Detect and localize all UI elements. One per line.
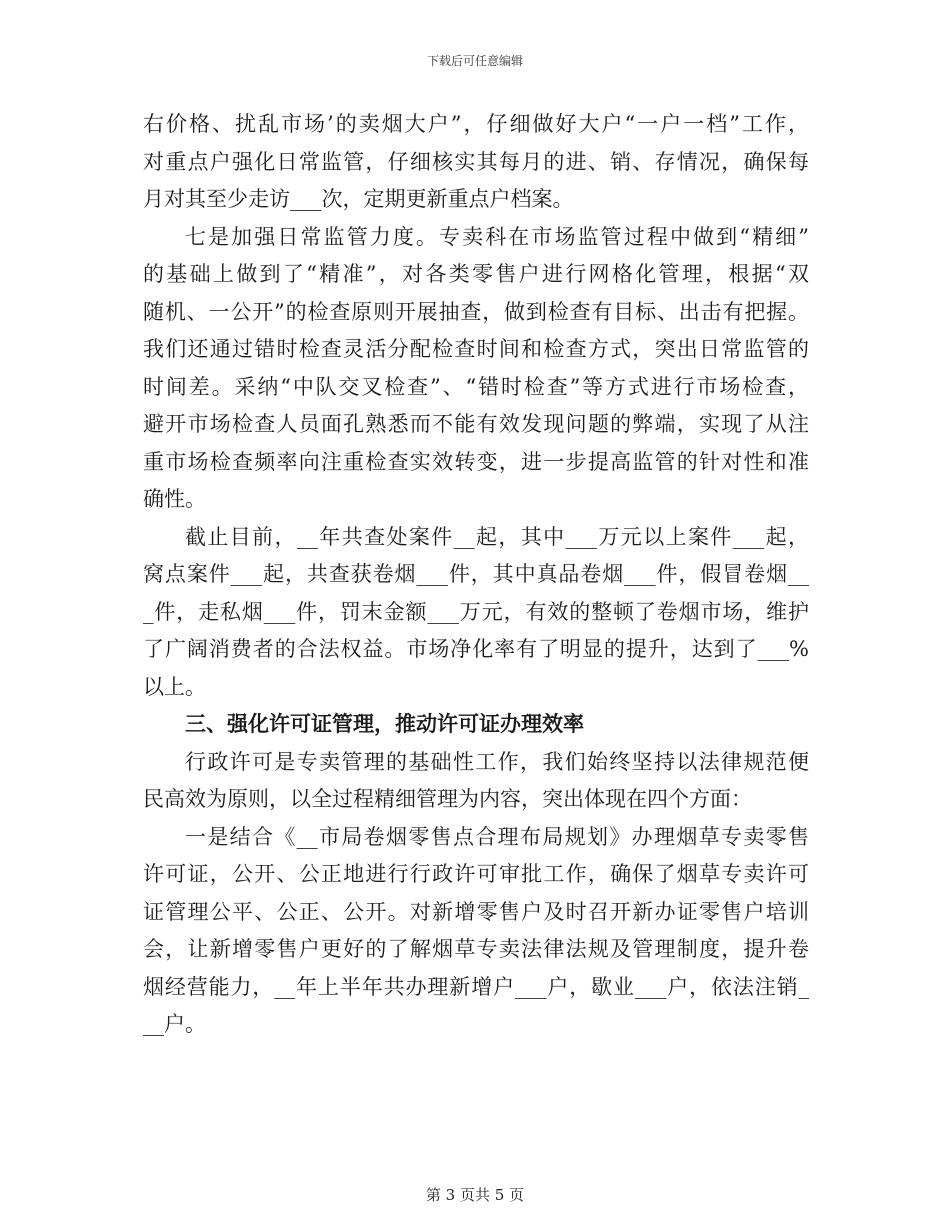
page-header-note: 下载后可任意编辑 [426, 54, 523, 68]
text-line: 截止目前，__年共查处案件__起，其中___万元以上案件___起， [185, 524, 809, 549]
text-line: 行政许可是专卖管理的基础性工作，我们始终坚持以法律规范便 [185, 749, 809, 774]
text-line: 随机、一公开”的检查原则开展抽查，做到检查有目标、出击有把握。 [143, 299, 809, 324]
text-line: 时间差。采纳“中队交叉检查”、“错时检查”等方式进行市场检查， [143, 374, 809, 399]
text-line: 右价格、扰乱市场’的卖烟大户”，仔细做好大户“一户一档”工作， [143, 112, 809, 136]
text-line: 证管理公平、公正、公开。对新增零售户及时召开新办证零售户培训 [143, 899, 809, 924]
text-line: 会，让新增零售户更好的了解烟草专卖法律法规及管理制度，提升卷 [143, 937, 809, 961]
text-line: 以上。 [143, 674, 206, 699]
page-number: 第 3 页共 5 页 [425, 1186, 525, 1204]
text-line: 我们还通过错时检查灵活分配检查时间和检查方式，突出日常监管的 [143, 337, 809, 361]
text-line: 窝点案件___起，共查获卷烟___件，其中真品卷烟___件，假冒卷烟__ [143, 562, 809, 586]
text-line: 一是结合《__市局卷烟零售点合理布局规划》办理烟草专卖零售 [185, 824, 809, 849]
text-line: 对重点户强化日常监管，仔细核实其每月的进、销、存情况，确保每 [143, 149, 809, 174]
text-line: 的基础上做到了“精准”，对各类零售户进行网格化管理，根据“双 [143, 262, 809, 286]
text-line: 重市场检查频率向注重检查实效转变，进一步提高监管的针对性和准 [143, 449, 809, 474]
text-line: __户。 [143, 1012, 206, 1036]
text-line: 确性。 [143, 487, 206, 511]
text-line: 月对其至少走访___次，定期更新重点户档案。 [143, 187, 574, 211]
text-line: _件，走私烟___件，罚末金额___万元，有效的整顿了卷烟市场，维护 [143, 599, 809, 624]
text-line: 七是加强日常监管力度。专卖科在市场监管过程中做到“精细” [185, 224, 809, 249]
document-body [143, 106, 809, 1044]
text-line: 避开市场检查人员面孔熟悉而不能有效发现问题的弊端，实现了从注 [143, 412, 809, 436]
text-line: 烟经营能力，__年上半年共办理新增户___户，歇业___户，依法注销_ [143, 974, 809, 999]
text-line: 许可证，公开、公正地进行行政许可审批工作，确保了烟草专卖许可 [143, 862, 809, 886]
section-heading: 三、强化许可证管理，推动许可证办理效率 [185, 712, 584, 736]
text-line: 了广阔消费者的合法权益。市场净化率有了明显的提升，达到了___% [143, 637, 809, 661]
text-line: 民高效为原则，以全过程精细管理为内容，突出体现在四个方面： [143, 787, 752, 811]
